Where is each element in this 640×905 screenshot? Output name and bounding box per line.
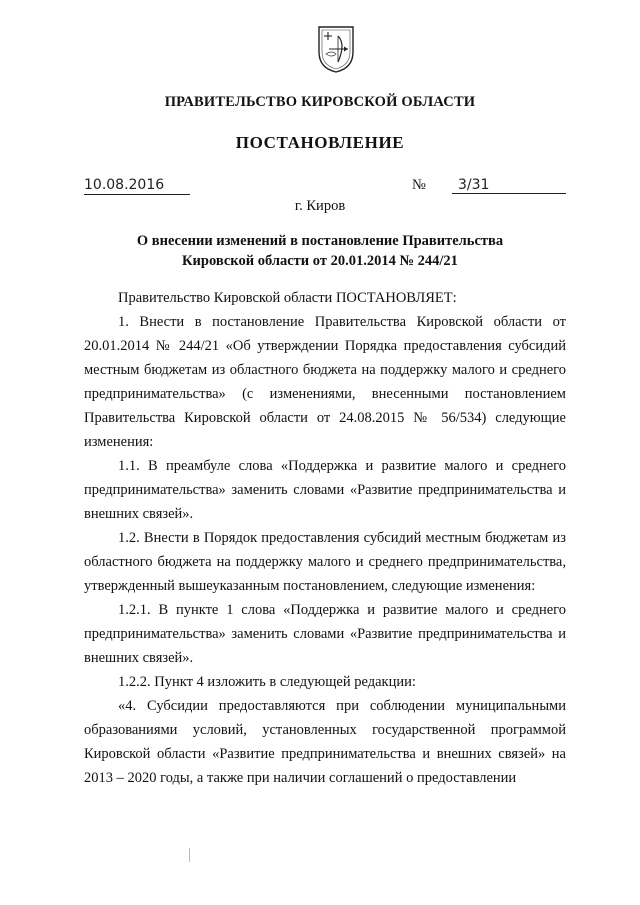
paragraph-1-2-2: 1.2.2. Пункт 4 изложить в следующей редакции:	[118, 674, 416, 690]
document-number-block	[412, 177, 566, 194]
subject-line-2: Кировской области от 20.01.2014 № 244/21	[182, 253, 458, 269]
document-date: 10.08.2016	[84, 177, 190, 195]
scan-mark	[189, 848, 190, 862]
government-title: ПРАВИТЕЛЬСТВО КИРОВСКОЙ ОБЛАСТИ	[164, 94, 476, 110]
paragraph-1-1: 1.1. В преамбуле слова «Поддержка и развитие малого и среднего предпринимательства» заменить словами «Развитие предпринимательства и внешних связей».	[84, 458, 566, 522]
paragraph-1-2-1: 1.2.1. В пункте 1 слова «Поддержка и развитие малого и среднего предпринимательства» заменить словами «Развитие предпринимательства и внешних связей».	[84, 602, 566, 666]
city: г. Киров	[294, 198, 346, 214]
document-body	[84, 286, 566, 790]
document-number: 3/31	[452, 177, 566, 194]
document-kind: ПОСТАНОВЛЕНИЕ	[235, 133, 405, 152]
paragraph-quote-4: «4. Субсидии предоставляются при соблюдении муниципальными образованиями условий, установленных государственной программой Кировской области «Развитие предпринимательства и внешних связей» на 2013 – 2020 годы, а также при наличии соглашений о предоставлении	[84, 698, 566, 786]
paragraph-1-2: 1.2. Внести в Порядок предоставления субсидий местным бюджетам из областного бюджета на поддержку малого и среднего предпринимательства, утвержденный вышеуказанным постановлением, следующие изменения:	[84, 530, 566, 594]
subject-line-1: О внесении изменений в постановление Правительства	[136, 233, 504, 249]
number-label: №	[412, 177, 426, 193]
kirov-coat-of-arms-icon	[316, 24, 356, 74]
paragraph-intro: Правительство Кировской области ПОСТАНОВЛЯЕТ:	[118, 290, 457, 306]
paragraph-1: 1. Внести в постановление Правительства Кировской области от 20.01.2014 № 244/21 «Об утверждении Порядка предоставления субсидий местным бюджетам из областного бюджета на поддержку малого и среднего предпринимательства» (с изменениями, внесенными постановлением Правительства Кировской области от 24.08.2015 № 56/534) следующие изменения:	[84, 314, 566, 450]
document-subject	[0, 231, 640, 271]
